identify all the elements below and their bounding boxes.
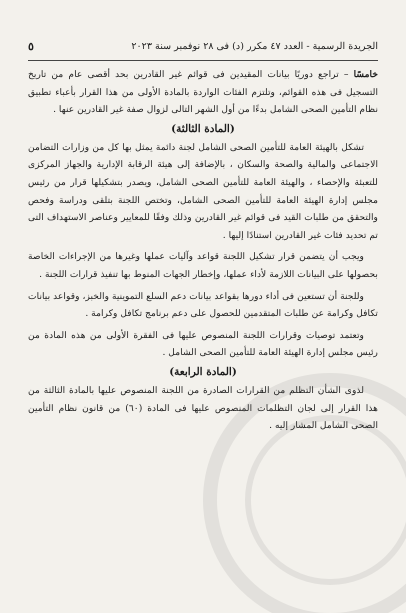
article-three-heading: (المادة الثالثة) <box>171 122 235 135</box>
article-three-paragraph-2: ويجب أن يتضمن قرار تشكيل اللجنة قواعد وآليات عملها وغيرها من الإجراءات الخاصة بحصولها على البيانات اللازمة لأداء عملها، وإخطار الجهات المنوط بها تنفيذ قرارات اللجنة . <box>28 251 378 280</box>
clause-five <box>28 66 378 119</box>
article-four-paragraph-1: لذوى الشأن التظلم من القرارات الصادرة من اللجنة المنصوص عليها بالمادة الثالثة من هذا القرار إلى لجان التظلمات المنصوص عليها فى المادة (٦٠) من قانون نظام التأمين الصحى الشامل المشار إليه . <box>28 384 378 432</box>
header-divider <box>28 60 378 61</box>
article-three-paragraph-4: وتعتمد توصيات وقرارات اللجنة المنصوص عليها فى الفقرة الأولى من هذه المادة من رئيس مجلس إدارة الهيئة العامة للتأمين الصحى الشامل . <box>28 329 378 359</box>
article-four-heading: (المادة الرابعة) <box>169 365 237 378</box>
page-header <box>28 40 378 54</box>
clause-five-text: – تراجع دوريًا بيانات المقيدين فى قوائم غير القادرين بحد أقصى عام من تاريخ التسجيل فى هذه القوائم، وتلتزم الفئات الواردة بالمادة الأولى من هذا القرار بأعباء تطبيق نظام التأمين الصحى الشامل بدءًا من أول الشهر التالى لزوال صفة غير القادرين عنها . <box>28 69 378 116</box>
page-number: ٥ <box>28 40 34 53</box>
article-three-paragraph-3: وللجنة أن تستعين فى أداء دورها بقواعد بيانات دعم السلع التموينية والخبز، وقواعد بيانات تكافل وكرامة عن طلبات المتقدمين للحصول على دعم برنامج تكافل وكرامة . <box>28 290 378 320</box>
article-three-paragraph-1: تشكل بالهيئة العامة للتأمين الصحى الشامل لجنة دائمة يمثل بها كل من وزارات التضامن الاجتماعى والمالية والصحة والسكان ، بالإضافة إلى هيئة الرقابة الإدارية والجهاز المركزى للتعبئة والإحصاء ، والهيئة العامة للتأمين الصحى الشامل، ويصدر بتشكيلها قرار من رئيس مجلس إدارة الهيئة العامة للتأمين الصحى الشامل، وتختص اللجنة بتلقى ودراسة وفحص والتحقق من طلبات القيد فى قوائم غير القادرين وذلك وفقًا للمعايير وعناصر الاستهداف التى تم تحديد فئات غير القادرين استنادًا إليها . <box>28 141 378 241</box>
publication-title: الجريدة الرسمية - العدد ٤٧ مكرر (د) فى ٢٨ نوفمبر سنة ٢٠٢٣ <box>131 41 378 52</box>
document-body <box>28 66 378 435</box>
clause-five-lead: خامسًا <box>353 69 379 80</box>
